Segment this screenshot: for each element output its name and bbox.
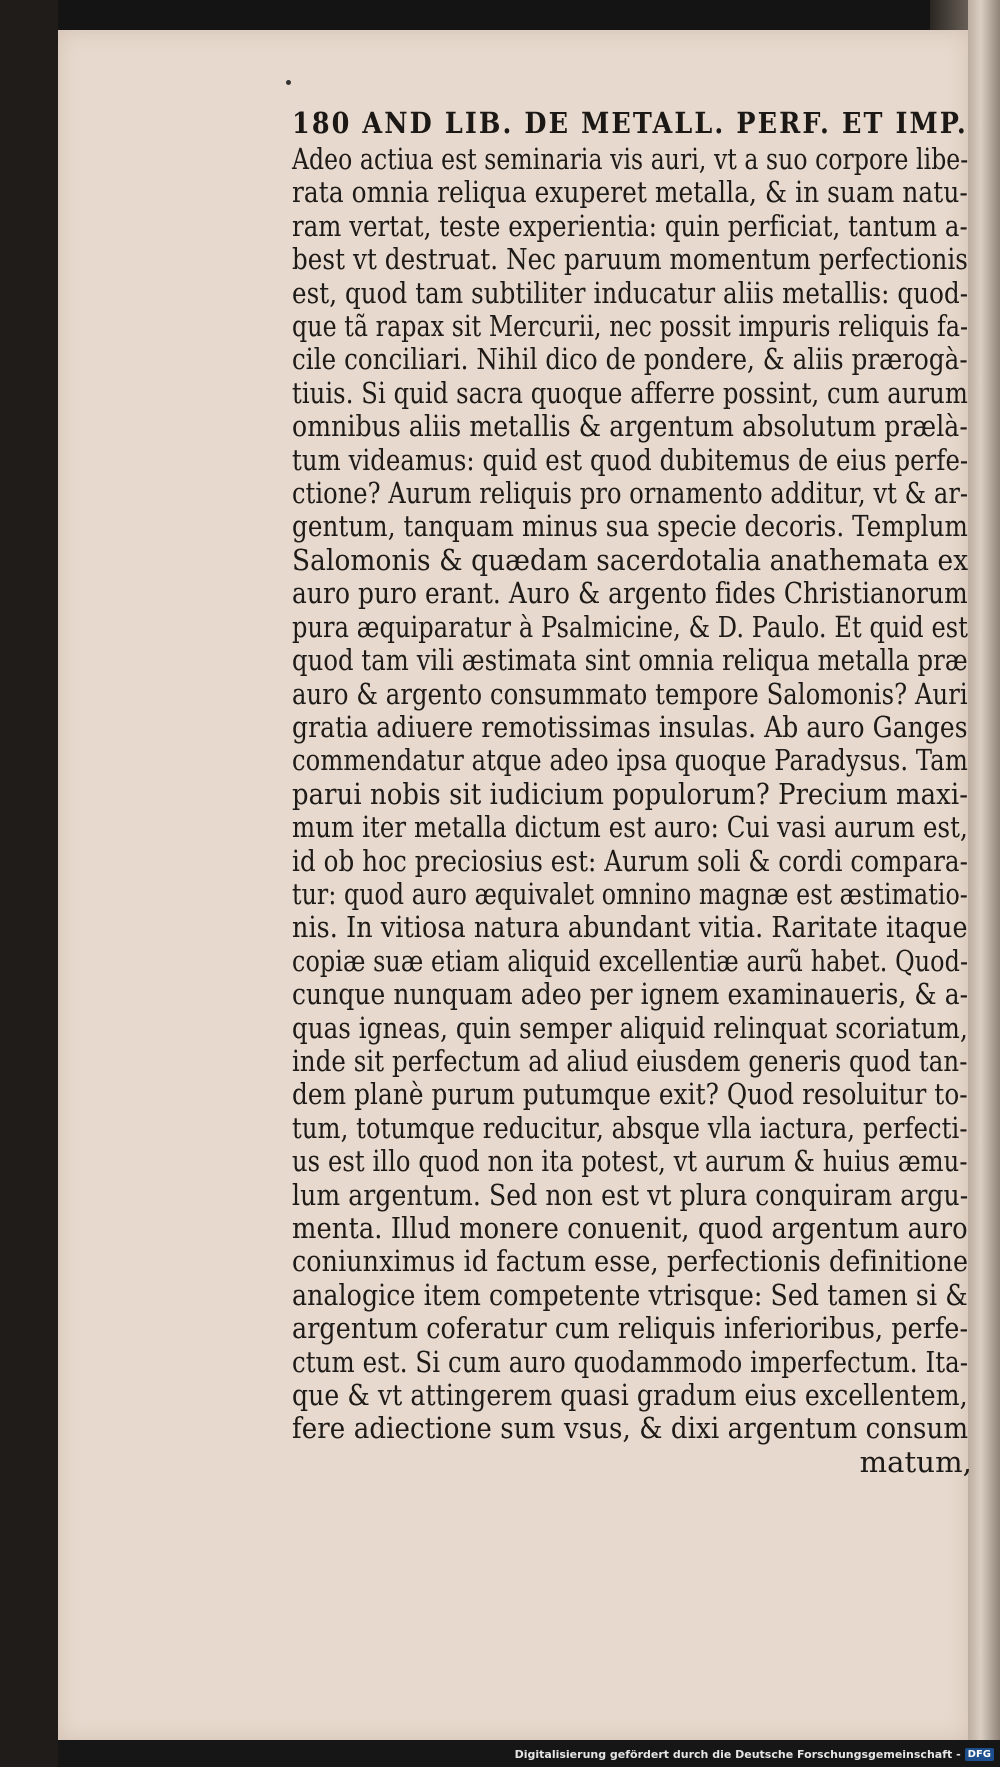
text-line: cunque nunquam adeo per ignem examinaueris, & a- — [292, 977, 969, 1012]
top-dark-strip — [0, 0, 1000, 30]
digitization-credit — [515, 1748, 994, 1761]
running-head: 180 AND LIB. DE METALL. PERF. ET IMP. — [292, 106, 968, 140]
text-line: auro & argento consummato tempore Salomonis? Auri — [292, 676, 968, 711]
text-line: quod tam vili æstimata sint omnia reliqua metalla præ — [292, 643, 968, 678]
text-line: tiuis. Si quid sacra quoque afferre possint, cum aurum — [292, 375, 968, 410]
text-line: quas igneas, quin semper aliquid relinquat scoriatum, — [292, 1010, 968, 1045]
text-line: copiæ suæ etiam aliquid excellentiæ aurũ habet. Quod- — [292, 943, 969, 978]
text-line: inde sit perfectum ad aliud eiusdem generis quod tan- — [292, 1043, 968, 1078]
text-line: gentum, tanquam minus sua specie decoris. Templum — [292, 509, 968, 544]
text-line: parui nobis sit iudicium populorum? Precium maxi- — [292, 776, 969, 811]
book-binding-edge — [0, 0, 58, 1767]
text-line: est, quod tam subtiliter inducatur aliis metallis: quod- — [292, 275, 969, 310]
text-line: mum iter metalla dictum est auro: Cui vasi aurum est, — [292, 810, 968, 845]
text-line: analogice item competente vtrisque: Sed tamen si & — [292, 1277, 968, 1312]
body-text — [292, 143, 976, 1446]
text-line: fere adiectione sum vsus, & dixi argentum consum — [292, 1411, 969, 1446]
text-line: coniunximus id factum esse, perfectionis definitione — [292, 1244, 969, 1279]
text-line: ctum est. Si cum auro quodammodo imperfectum. Ita- — [292, 1344, 969, 1379]
text-line: best vt destruat. Nec paruum momentum perfectionis — [292, 242, 968, 277]
text-line: pura æquiparatur à Psalmicine, & D. Paulo. Et quid est — [292, 609, 968, 644]
text-line: omnibus aliis metallis & argentum absolutum prælà- — [292, 409, 968, 444]
text-line: lum argentum. Sed non est vt plura conquiram argu- — [292, 1177, 969, 1212]
text-line: argentum coferatur cum reliquis inferioribus, perfe- — [292, 1311, 969, 1346]
text-line: auro puro erant. Auro & argento fides Christianorum — [292, 576, 968, 611]
text-line: us est illo quod non ita potest, vt aurum & huius æmu- — [292, 1144, 968, 1179]
page-mark-dot — [286, 80, 291, 85]
dfg-logo: DFG — [965, 1748, 994, 1761]
text-line: Adeo actiua est seminaria vis auri, vt a suo corpore libe- — [292, 142, 969, 176]
credit-text: Digitalisierung gefördert durch die Deutsche Forschungsgemeinschaft - — [514, 1748, 961, 1761]
text-line: nis. In vitiosa natura abundant vitia. Raritate itaque — [292, 910, 968, 945]
text-line: ctione? Aurum reliquis pro ornamento additur, vt & ar- — [292, 476, 969, 511]
text-line: id ob hoc preciosius est: Aurum soli & cordi compara- — [292, 843, 969, 878]
text-line: gratia adiuere remotissimas insulas. Ab auro Ganges — [292, 709, 968, 744]
text-line: tum, totumque reducitur, absque vlla iactura, perfecti- — [292, 1110, 968, 1145]
text-line: tur: quod auro æquivalet omnino magnæ est æstimatio- — [292, 876, 968, 911]
text-line: que tã rapax sit Mercurii, nec possit impuris reliquis fa- — [292, 309, 969, 344]
text-line: commendatur atque adeo ipsa quoque Paradysus. Tam — [292, 743, 968, 778]
text-line: tum videamus: quid est quod dubitemus de eius perfe- — [292, 442, 969, 477]
text-line: que & vt attingerem quasi gradum eius excellentem, — [292, 1378, 968, 1413]
text-line: ram vertat, teste experientia: quin perficiat, tantum a- — [292, 208, 968, 243]
catchword: matum, — [859, 1444, 972, 1479]
text-block — [292, 103, 976, 1479]
text-line: cile conciliari. Nihil dico de pondere, & aliis prærogà- — [292, 342, 968, 377]
text-line: Salomonis & quædam sacerdotalia anathemata ex — [292, 542, 969, 577]
text-line: rata omnia reliqua exuperet metalla, & in suam natu- — [292, 175, 968, 210]
text-line: dem planè purum putumque exit? Quod resoluitur to- — [292, 1077, 968, 1112]
text-line: menta. Illud monere conuenit, quod argentum auro — [292, 1211, 968, 1245]
